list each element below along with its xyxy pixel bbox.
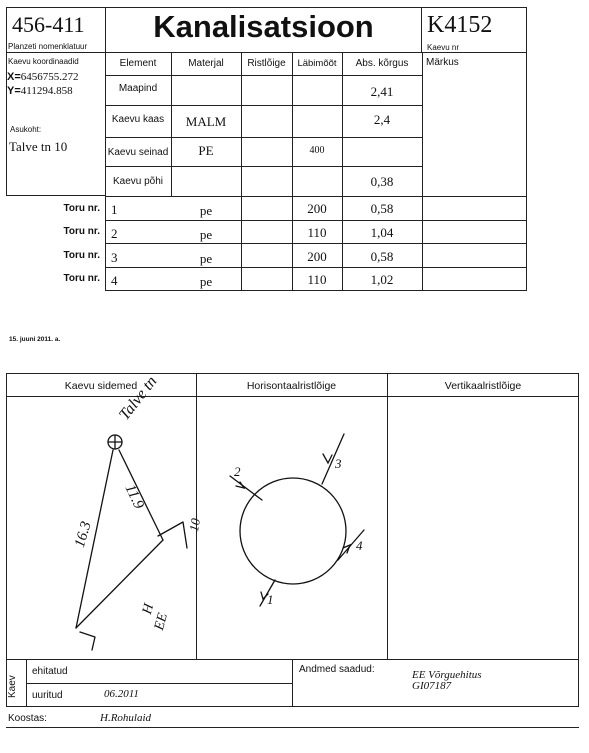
x-value: 6456755.272 <box>20 71 79 83</box>
pipe-mark-4: 4 <box>356 538 363 553</box>
row-material: PE <box>198 143 214 158</box>
pipe-material: pe <box>199 227 213 242</box>
location-label: Asukoht: <box>10 125 42 134</box>
pipe-mark-1: 1 <box>267 592 274 607</box>
row-diameter: 400 <box>309 145 325 156</box>
col-header-notes: Märkus <box>426 57 459 68</box>
pipe-diameter: 110 <box>307 225 327 240</box>
well-no-label: Kaevu nr <box>427 43 460 52</box>
pipe-label: Toru nr. <box>63 226 100 237</box>
hand-distance-long: 16.3 <box>72 519 95 550</box>
col-header-diameter: Läbimõõt <box>297 58 337 69</box>
pipe-label: Toru nr. <box>63 203 100 214</box>
pipe-material: pe <box>199 203 213 218</box>
row-material: MALM <box>185 114 227 129</box>
row-height: 0,38 <box>370 174 394 189</box>
pipe-height: 1,02 <box>370 272 394 287</box>
pipe-no: 2 <box>111 226 118 241</box>
pipe-no: 1 <box>111 202 118 217</box>
page-title: Kanalisatsioon <box>153 9 374 44</box>
source-value: EE Võrguehitus <box>412 669 482 681</box>
row-height: 2,4 <box>373 112 391 127</box>
pipe-no: 4 <box>111 273 118 288</box>
pipe-mark-2: 2 <box>234 464 241 479</box>
source-code: GI07187 <box>412 680 452 692</box>
hand-house-number: 10 <box>186 517 204 533</box>
arrow-icon <box>323 454 332 463</box>
building-corner-bottom <box>80 632 95 650</box>
surveyed-label: uuritud <box>32 690 63 701</box>
nomenclature-label: Planzeti nomenklatuur <box>8 42 88 51</box>
x-label: X= <box>7 71 21 83</box>
document-date: 15. juuni 2011. a. <box>9 336 61 343</box>
col-header-section: Ristlõige <box>247 58 286 69</box>
col-header-height: Abs. kõrgus <box>355 58 409 69</box>
panel-title-horizontal: Horisontaalristlõige <box>246 380 337 392</box>
pipe-diameter: 200 <box>307 249 327 264</box>
y-label: Y= <box>7 85 21 97</box>
hand-ee-label: EE <box>152 611 171 632</box>
pipe-diameter: 110 <box>307 272 327 287</box>
well-section-circle <box>240 478 346 584</box>
row-element: Kaevu põhi <box>112 176 164 187</box>
nomenclature-value: 456-411 <box>12 12 85 37</box>
pipe-no: 3 <box>111 250 118 265</box>
compiled-value: H.Rohulaid <box>100 712 152 724</box>
panel-title-vertical: Vertikaalristlõige <box>444 380 522 392</box>
pipe-label: Toru nr. <box>63 273 100 284</box>
row-height: 2,41 <box>370 84 394 99</box>
surveyed-value: 06.2011 <box>104 688 139 700</box>
pipe-diameter: 200 <box>307 201 327 216</box>
building-corner-top <box>158 522 187 548</box>
coords-label: Kaevu koordinaadid <box>8 57 79 66</box>
row-element: Kaevu kaas <box>111 114 165 125</box>
pipe-material: pe <box>199 274 213 289</box>
compiled-label: Koostas: <box>8 713 47 724</box>
row-element: Maapind <box>118 83 158 94</box>
hand-street-label: Talve tn <box>116 373 161 424</box>
panel-title-connections: Kaevu sidemed <box>64 380 138 392</box>
location-value: Talve tn 10 <box>9 139 68 154</box>
hand-h-label: H <box>140 602 158 616</box>
well-no-value: K4152 <box>427 12 493 38</box>
col-header-material: Materjal <box>188 58 224 69</box>
pipe-height: 0,58 <box>370 201 394 216</box>
pipe-height: 0,58 <box>370 249 394 264</box>
pipe-mark-3: 3 <box>335 456 342 471</box>
pipe-label: Toru nr. <box>63 250 100 261</box>
row-element: Kaevu seinad <box>107 147 169 158</box>
col-header-element: Element <box>119 58 157 69</box>
pipe-height: 1,04 <box>370 225 394 240</box>
y-value: 411294.858 <box>20 85 73 97</box>
pipe-material: pe <box>199 251 213 266</box>
built-label: ehitatud <box>32 666 68 677</box>
kaev-label: Kaev <box>7 675 18 698</box>
source-label: Andmed saadud: <box>299 664 375 675</box>
hand-distance-short: 11.9 <box>121 482 147 512</box>
